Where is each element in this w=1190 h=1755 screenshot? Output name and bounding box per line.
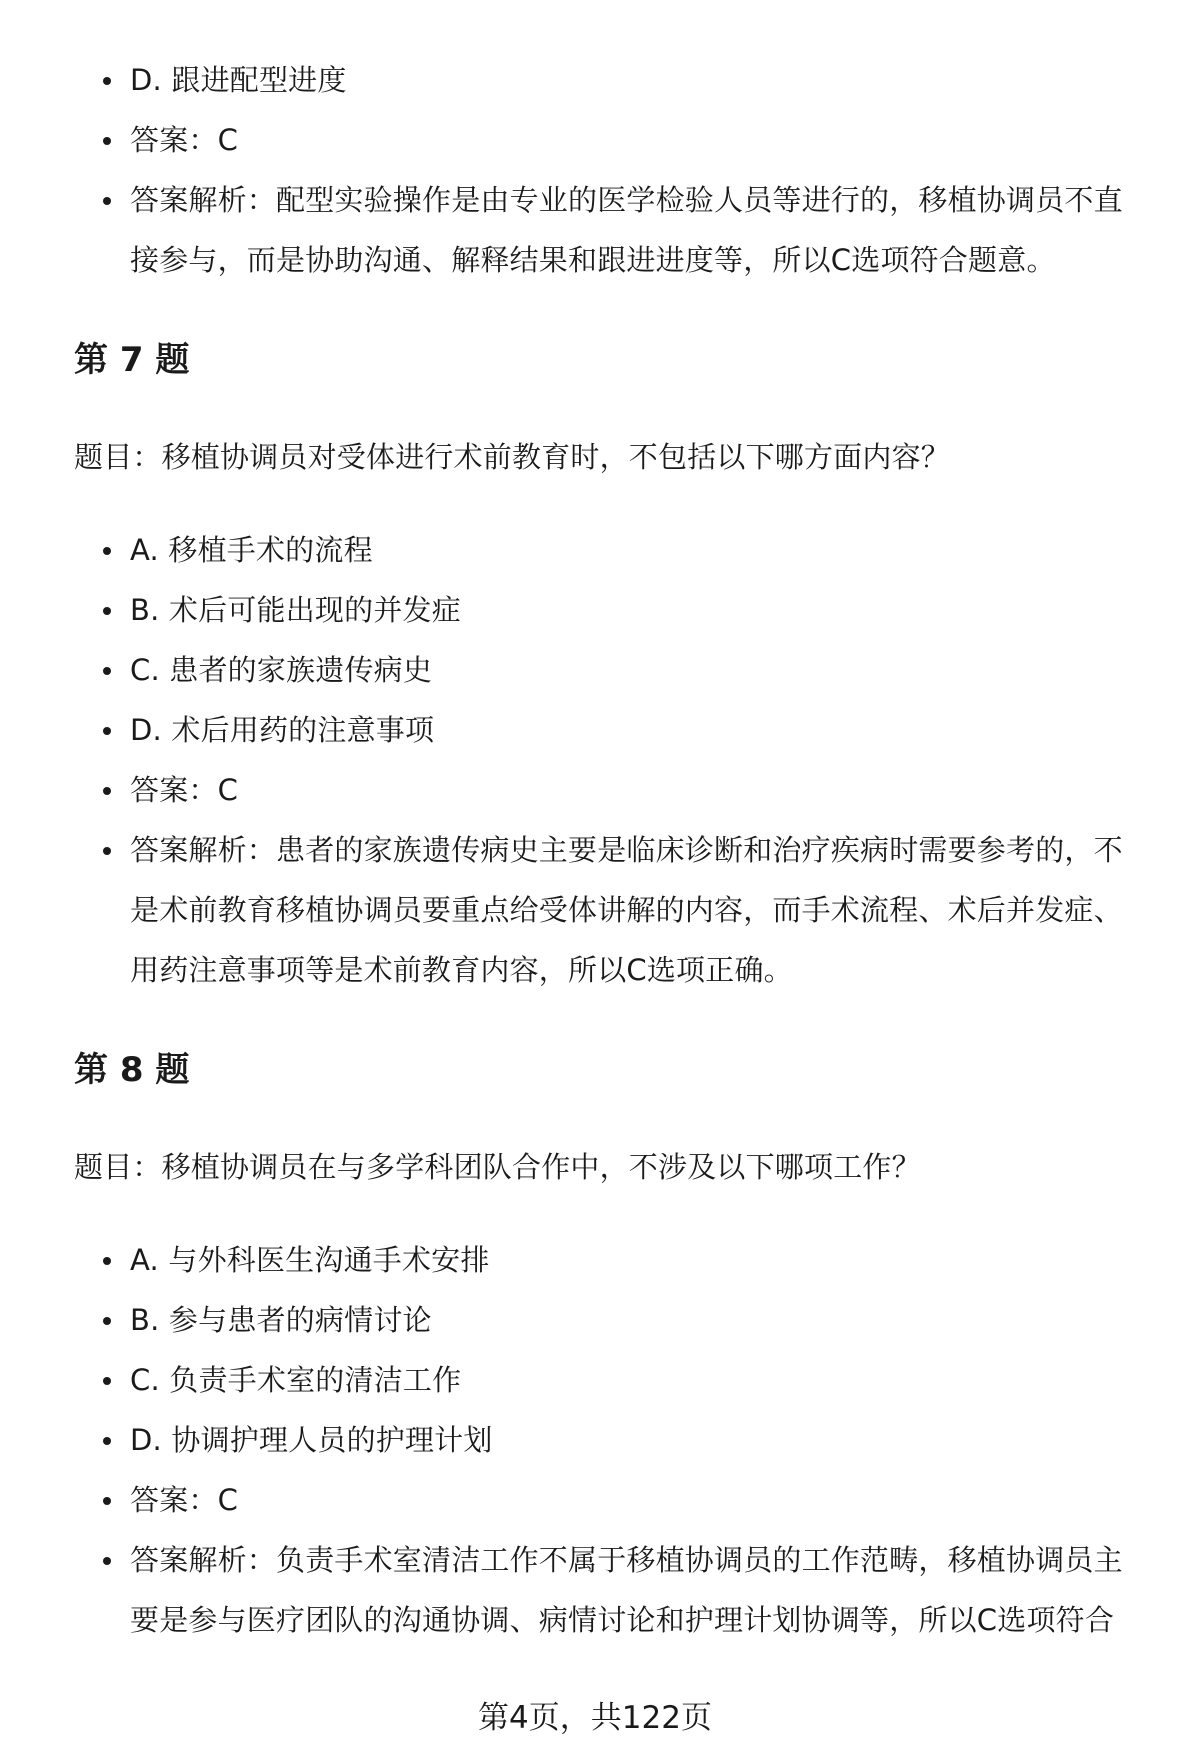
option-c: C. 负责手术室的清洁工作 <box>0 1350 1190 1410</box>
option-b: B. 术后可能出现的并发症 <box>0 580 1190 640</box>
option-d: D. 协调护理人员的护理计划 <box>0 1410 1190 1470</box>
answer-explanation: 答案解析：患者的家族遗传病史主要是临床诊断和治疗疾病时需要参考的，不是术前教育移植协调员要重点给受体讲解的内容，而手术流程、术后并发症、用药注意事项等是术前教育内容，所以C选项正确。 <box>0 820 1190 1000</box>
answer: 答案：C <box>0 110 1190 170</box>
prev-question-list <box>0 50 1190 290</box>
option-d: D. 跟进配型进度 <box>0 50 1190 110</box>
answer-explanation: 答案解析：配型实验操作是由专业的医学检验人员等进行的，移植协调员不直接参与，而是协助沟通、解释结果和跟进进度等，所以C选项符合题意。 <box>0 170 1190 290</box>
option-a: A. 与外科医生沟通手术安排 <box>0 1230 1190 1290</box>
question-7-heading: 第 7 题 <box>74 340 190 380</box>
answer: 答案：C <box>0 760 1190 820</box>
question-8-stem: 题目：移植协调员在与多学科团队合作中，不涉及以下哪项工作？ <box>74 1150 921 1184</box>
answer-explanation: 答案解析：负责手术室清洁工作不属于移植协调员的工作范畴，移植协调员主要是参与医疗团队的沟通协调、病情讨论和护理计划协调等，所以C选项符合 <box>0 1530 1190 1650</box>
question-7-options <box>0 520 1190 1000</box>
question-8-heading: 第 8 题 <box>74 1050 190 1090</box>
option-b: B. 参与患者的病情讨论 <box>0 1290 1190 1350</box>
page-number: 第4页，共122页 <box>478 1700 712 1736</box>
option-d: D. 术后用药的注意事项 <box>0 700 1190 760</box>
option-c: C. 患者的家族遗传病史 <box>0 640 1190 700</box>
question-8-options <box>0 1230 1190 1650</box>
question-7-stem: 题目：移植协调员对受体进行术前教育时，不包括以下哪方面内容？ <box>74 440 951 474</box>
option-a: A. 移植手术的流程 <box>0 520 1190 580</box>
answer: 答案：C <box>0 1470 1190 1530</box>
